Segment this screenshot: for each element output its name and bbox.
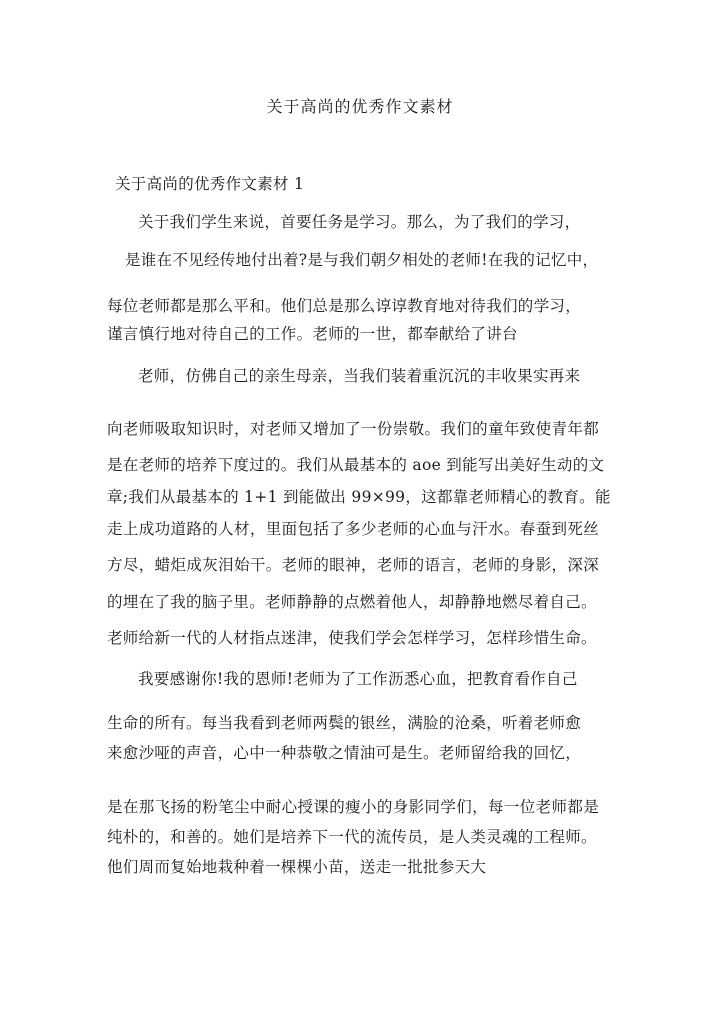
body-line: 方尽，蜡炬成灰泪始干。老师的眼神，老师的语言，老师的身影，深深 bbox=[107, 556, 599, 574]
body-line: 是在那飞扬的粉笔尘中耐心授课的瘦小的身影同学们，每一位老师都是 bbox=[107, 798, 599, 816]
body-line: 我要感谢你!我的恩师!老师为了工作沥悉心血，把教育看作自己 bbox=[138, 670, 578, 688]
body-line: 章;我们从最基本的 1+1 到能做出 99×99，这都靠老师精心的教育。能 bbox=[107, 488, 611, 506]
body-line: 向老师吸取知识时，对老师又增加了一份崇敬。我们的童年致使青年都 bbox=[107, 420, 599, 438]
body-line: 生命的所有。每当我看到老师两鬓的银丝，满脸的沧桑，听着老师愈 bbox=[107, 714, 582, 732]
section-heading: 关于高尚的优秀作文素材 1 bbox=[115, 175, 305, 193]
body-line: 是谁在不见经传地付出着?是与我们朝夕相处的老师!在我的记忆中， bbox=[125, 251, 599, 269]
body-line: 关于我们学生来说，首要任务是学习。那么，为了我们的学习， bbox=[138, 213, 581, 231]
document-title: 关于高尚的优秀作文素材 bbox=[266, 97, 454, 116]
body-line: 老师给新一代的人材指点迷津，使我们学会怎样学习，怎样珍惜生命。 bbox=[107, 629, 597, 647]
body-line: 的埋在了我的脑子里。老师静静的点燃着他人，却静静地燃尽着自己。 bbox=[107, 593, 597, 611]
body-line: 每位老师都是那么平和。他们总是那么谆谆教育地对待我们的学习， bbox=[107, 297, 582, 315]
body-line: 是在老师的培养下度过的。我们从最基本的 aoe 到能写出美好生动的文 bbox=[107, 456, 605, 474]
body-line: 来愈沙哑的声音，心中一种恭敬之情油可是生。老师留给我的回忆， bbox=[107, 744, 582, 762]
body-line: 走上成功道路的人材，里面包括了多少老师的心血与汗水。春蚕到死丝 bbox=[107, 520, 599, 538]
body-line: 他们周而复始地栽种着一棵棵小苗，送走一批批参天大 bbox=[107, 858, 487, 876]
body-line: 老师，仿佛自己的亲生母亲，当我们装着重沉沉的丰收果实再来 bbox=[138, 367, 581, 385]
body-line: 纯朴的，和善的。她们是培养下一代的流传员，是人类灵魂的工程师。 bbox=[107, 828, 597, 846]
body-line: 谨言慎行地对待自己的工作。老师的一世，都奉献给了讲台 bbox=[107, 325, 518, 343]
